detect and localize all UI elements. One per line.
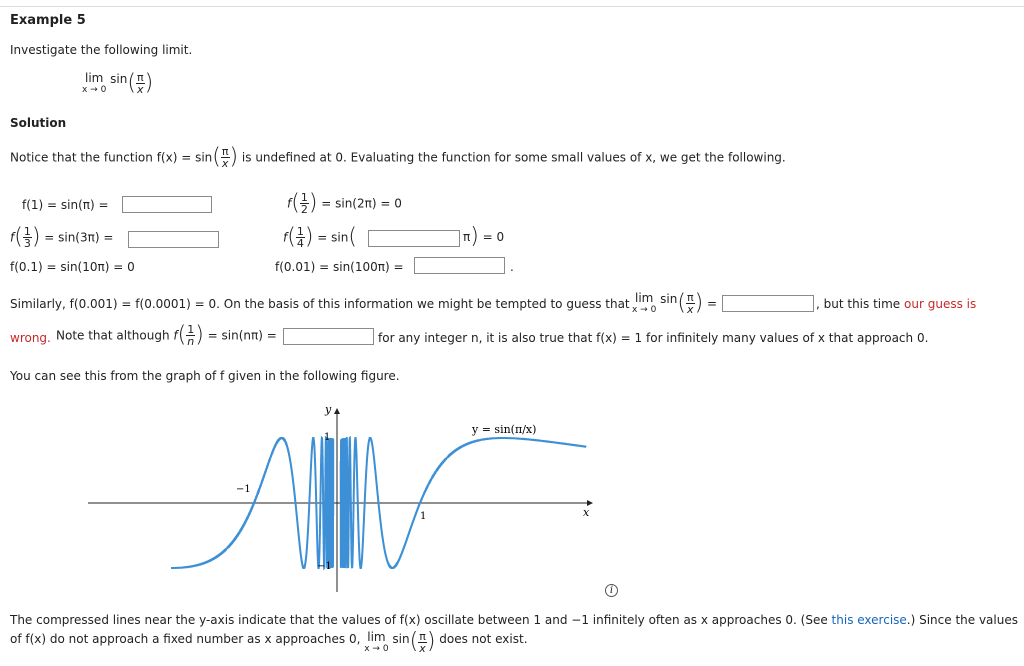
eval-f1: f(1) = sin(π) = [22, 198, 109, 212]
eval-f-quarter-tail: π) = 0 [463, 224, 505, 249]
eval-f-third: f( $\frac{1}{3}$ ) = sin(3π) = [10, 224, 114, 250]
top-divider [0, 6, 1024, 7]
answer-box-f001[interactable] [414, 257, 505, 274]
info-icon[interactable]: i [605, 584, 618, 597]
eval-f01: f(0.1) = sin(10π) = 0 [10, 260, 135, 274]
although-text: Note that although f( $\frac{1}{n}$ ) = sin(nπ) = [56, 322, 277, 348]
graph-intro: You can see this from the graph of f given in the following figure. [10, 369, 400, 383]
answer-box-f-quarter[interactable] [368, 230, 460, 247]
eval-f001: f(0.01) = sin(100π) = [275, 260, 404, 274]
notice-line: Notice that the function f(x) = sin( $\frac{\pi}{x}$ ) is undefined at 0. Evaluating the function for some small values of x, we get the following. [10, 144, 786, 170]
x-axis-label: x [583, 506, 590, 519]
function-graph [80, 395, 600, 595]
conclusion-line-1: The compressed lines near the y-axis indicate that the values of f(x) oscillate between 1 and −1 infinitely often as x approaches 0. (See this exercise.) Since the values [10, 613, 1018, 627]
intro-text: Investigate the following limit. [10, 43, 193, 57]
lim-operator: lim x → 0 [82, 71, 107, 95]
answer-box-limit-guess[interactable] [722, 295, 814, 312]
wrong-guess-highlight: our guess is [904, 297, 977, 311]
wrong-word: wrong. [10, 331, 51, 345]
similarly-limit: lim x → 0 sin( $\frac{\pi}{x}$ ) = [632, 290, 718, 316]
y-tick-1: 1 [324, 432, 331, 443]
solution-heading: Solution [10, 116, 67, 130]
similarly-text-2: , but this time our guess is [816, 297, 977, 311]
y-axis-label: y [325, 403, 332, 416]
answer-box-sin-npi[interactable] [283, 328, 374, 345]
similarly-text: Similarly, f(0.001) = f(0.0001) = 0. On the basis of this information we might be tempted to guess that [10, 297, 630, 311]
exercise-link[interactable]: this exercise [831, 613, 907, 627]
limit-expression: lim x → 0 sin( $\frac{\pi}{x}$ ) [82, 70, 154, 96]
x-tick-1: 1 [420, 511, 427, 522]
integer-text: for any integer n, it is also true that f(x) = 1 for infinitely many values of x that approach 0. [378, 331, 929, 345]
curve-label: y = sin(π/x) [472, 423, 537, 436]
eval-f-quarter: f( $\frac{1}{4}$ ) = sin( [283, 224, 357, 250]
answer-box-f-third[interactable] [128, 231, 219, 248]
conclusion-line-2: of f(x) do not approach a fixed number as x approaches 0, lim x → 0 sin( $\frac{\pi}{x}$ ) does not exist. [10, 629, 528, 655]
answer-box-f1[interactable] [122, 196, 212, 213]
x-tick-neg1: −1 [236, 484, 251, 495]
period: . [510, 260, 514, 274]
y-tick-neg1: −1 [317, 561, 332, 572]
eval-f-half: f( $\frac{1}{2}$ ) = sin(2π) = 0 [287, 190, 402, 216]
example-heading: Example 5 [10, 13, 86, 28]
